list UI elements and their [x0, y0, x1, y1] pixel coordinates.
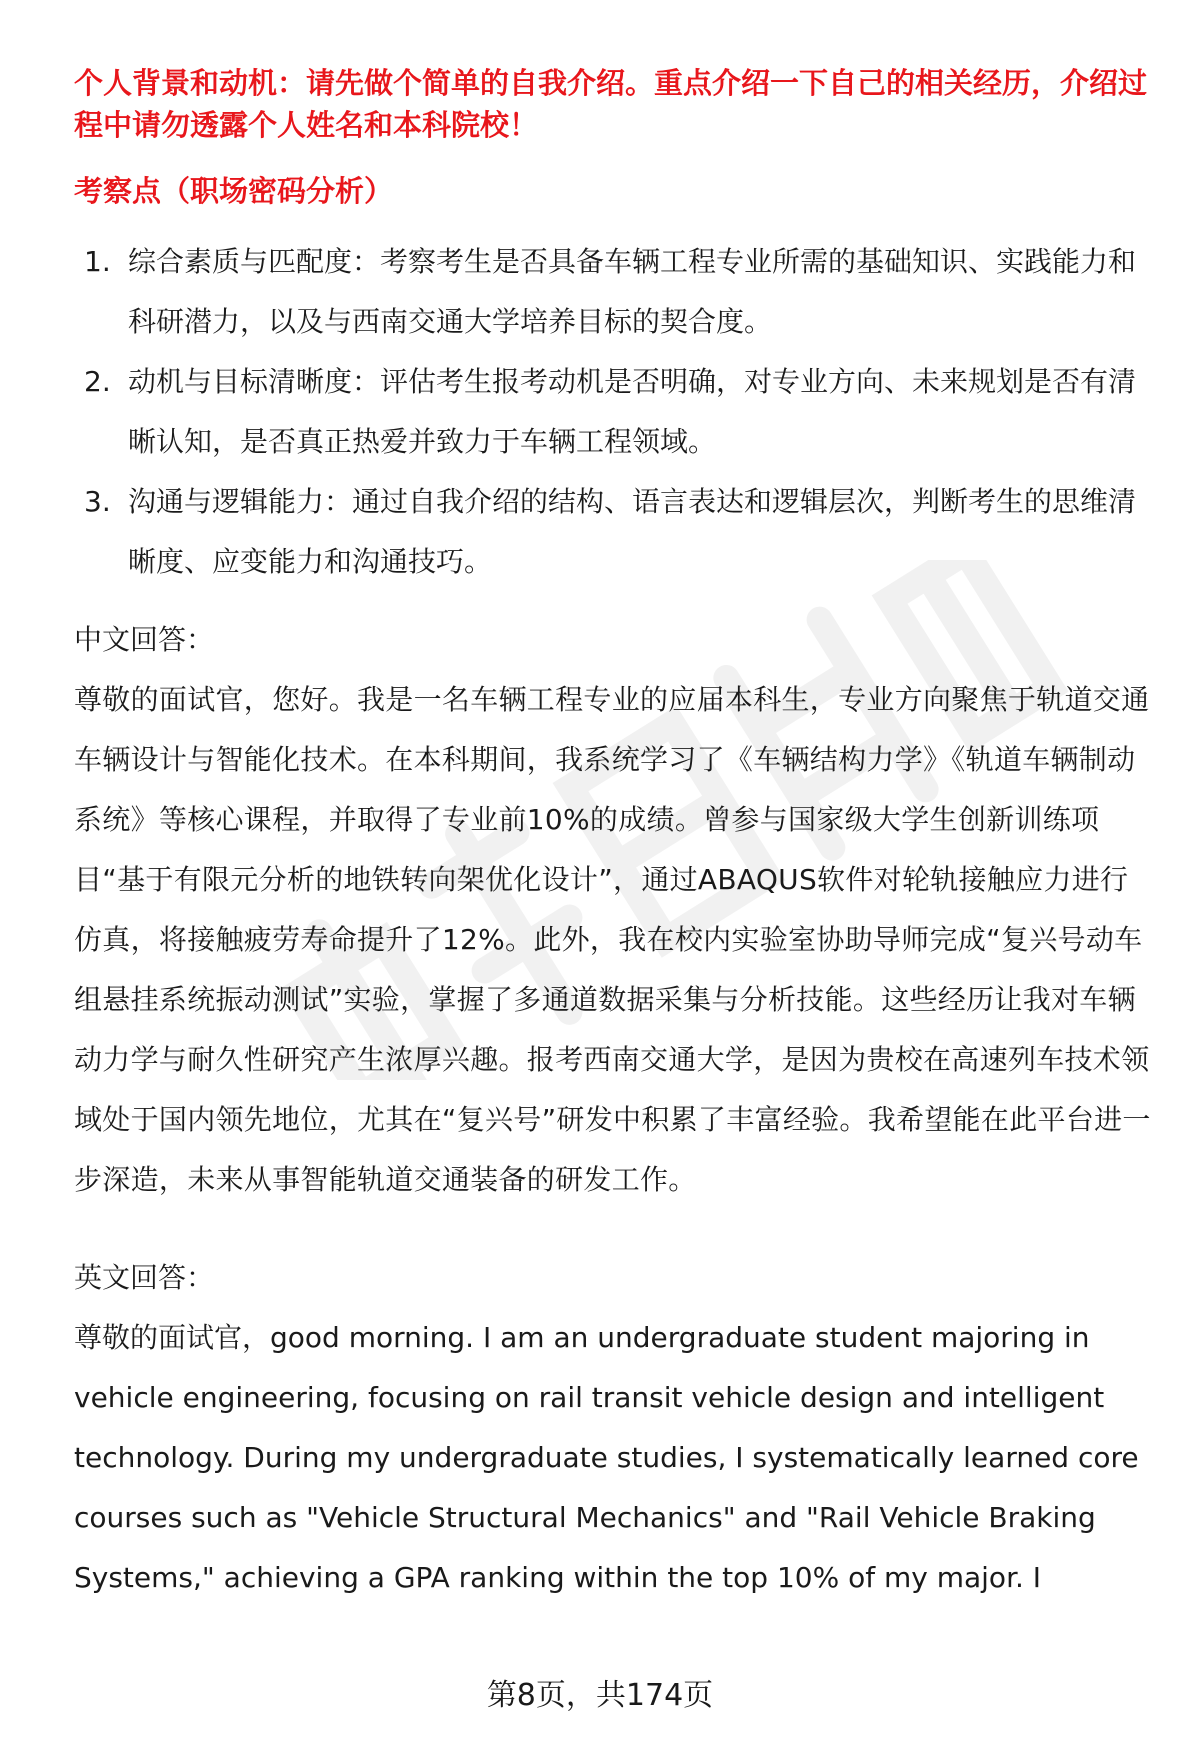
assessment-points-list [74, 232, 1154, 592]
english-answer-text: 尊敬的面试官，good morning. I am an undergraduate student majoring in vehicle engineering, focusing on rail transit vehicle design and intelligent technology. During my undergraduate studies, I systematically learned core courses such as "Vehicle Structural Mechanics" and "Rail Vehicle Braking Systems," achieving a GPA ranking within the top 10% of my major. I [74, 1321, 1139, 1594]
section-spacer [74, 1210, 1154, 1230]
list-item-text: 沟通与逻辑能力：通过自我介绍的结构、语言表达和逻辑层次，判断考生的思维清晰度、应变能力和沟通技巧。 [128, 485, 1137, 578]
list-item-text: 动机与目标清晰度：评估考生报考动机是否明确，对专业方向、未来规划是否有清晰认知，是否真正热爱并致力于车辆工程领域。 [128, 365, 1137, 458]
question-title: 个人背景和动机：请先做个简单的自我介绍。重点介绍一下自己的相关经历，介绍过程中请勿透露个人姓名和本科院校！ [74, 66, 1148, 142]
list-item-text: 综合素质与匹配度：考察考生是否具备车辆工程专业所需的基础知识、实践能力和科研潜力，以及与西南交通大学培养目标的契合度。 [128, 245, 1137, 338]
chinese-answer-label: 中文回答： [74, 623, 215, 656]
list-item [74, 232, 1154, 352]
page-number: 第8页，共174页 [486, 1678, 714, 1713]
document-body [74, 62, 1154, 1608]
list-item-number: 3. [84, 485, 111, 518]
list-item-number: 1. [84, 245, 111, 278]
list-item [74, 472, 1154, 592]
english-answer-label: 英文回答： [74, 1261, 215, 1294]
list-item [74, 352, 1154, 472]
assessment-points-heading: 考察点（职场密码分析） [74, 174, 394, 208]
chinese-answer-text: 尊敬的面试官，您好。我是一名车辆工程专业的应届本科生，专业方向聚焦于轨道交通车辆设计与智能化技术。在本科期间，我系统学习了《车辆结构力学》《轨道车辆制动系统》等核心课程，并取得了专业前10%的成绩。曾参与国家级大学生创新训练项目“基于有限元分析的地铁转向架优化设计”，通过ABAQUS软件对轮轨接触应力进行仿真，将接触疲劳寿命提升了12%。此外，我在校内实验室协助导师完成“复兴号动车组悬挂系统振动测试”实验，掌握了多通道数据采集与分析技能。这些经历让我对车辆动力学与耐久性研究产生浓厚兴趣。报考西南交通大学，是因为贵校在高速列车技术领域处于国内领先地位，尤其在“复兴号”研发中积累了丰富经验。我希望能在此平台进一步深造，未来从事智能轨道交通装备的研发工作。 [74, 683, 1151, 1196]
list-item-number: 2. [84, 365, 111, 398]
